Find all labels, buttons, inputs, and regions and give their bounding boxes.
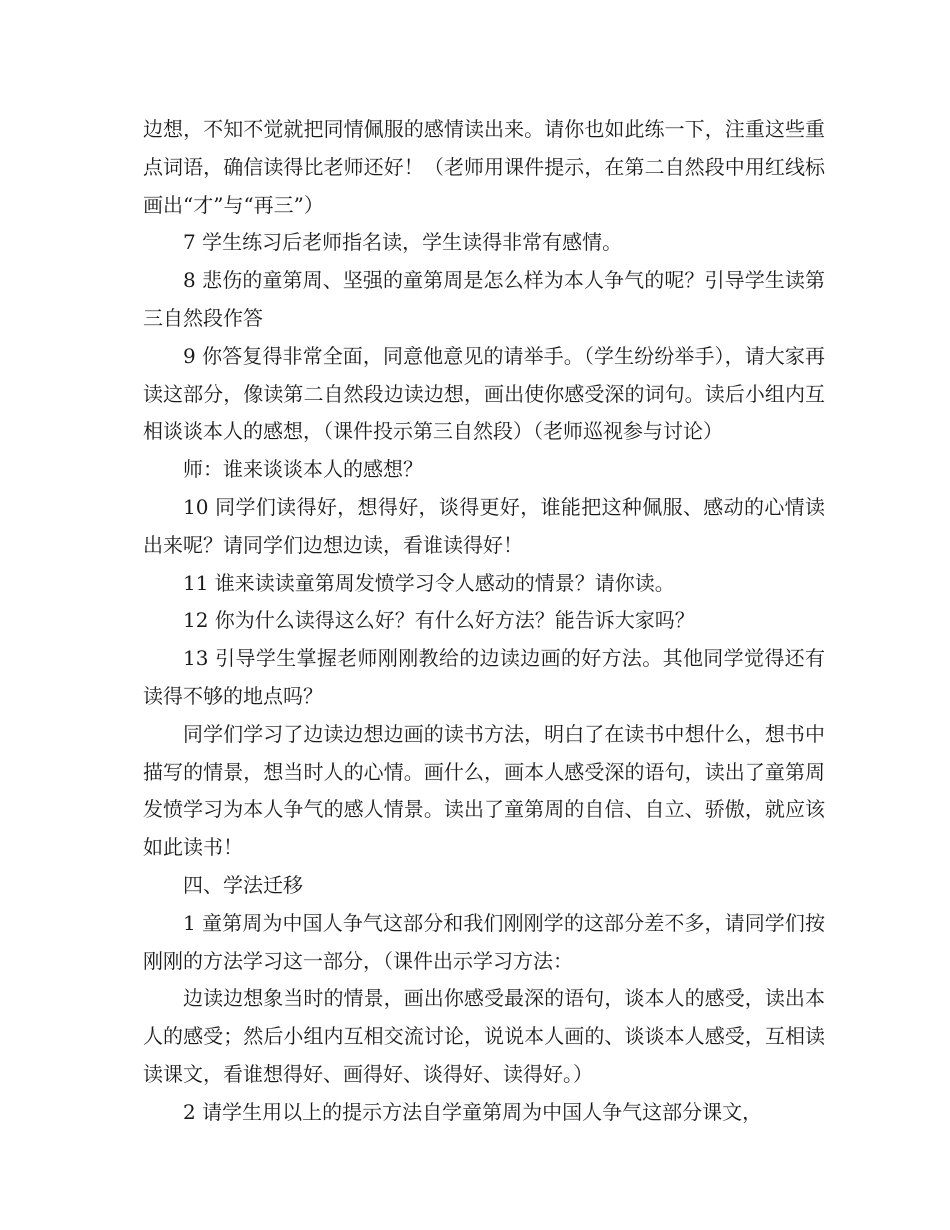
paragraph-14: 2 请学生用以上的提示方法自学童第周为中国人争气这部分课文， [183,1099,763,1124]
paragraph-8: 12 你为什么读得这么好？有什么好方法？能告诉大家吗？ [183,608,695,633]
paragraph-9: 13 引导学生掌握老师刚刚教给的边读边画的好方法。其他同学觉得还有读得不够的地点吗？ [143,646,825,708]
paragraph-7: 11 谁来读读童第周发愤学习令人感动的情景？请你读。 [183,570,675,595]
paragraph-10: 同学们学习了边读边想边画的读书方法，明白了在读书中想什么，想书中描写的情景，想当时人的心情。画什么，画本人感受深的语句，读出了童第周发愤学习为本人争气的感人情景。读出了童第周的自信、自立、骄傲，就应该如此读书！ [143,721,825,860]
paragraph-12: 1 童第周为中国人争气这部分和我们刚刚学的这部分差不多，请同学们按刚刚的方法学习这一部分，（课件出示学习方法： [143,910,825,973]
paragraph-2: 7 学生练习后老师指名读，学生读得非常有感情。 [183,230,623,255]
paragraph-3: 8 悲伤的童第周、坚强的童第周是怎么样为本人争气的呢？引导学生读第三自然段作答 [143,268,825,330]
paragraph-5: 师：谁来谈谈本人的感想？ [183,457,423,482]
document-body [143,111,825,1132]
paragraph-4: 9 你答复得非常全面，同意他意见的请举手。（学生纷纷举手），请大家再读这部分，像读第二自然段边读边想，画出使你感受深的词句。读后小组内互相谈谈本人的感想，（课件投示第三自然段）（老师巡视参与讨论） [143,343,825,444]
paragraph-6: 10 同学们读得好，想得好，谈得更好，谁能把这种佩服、感动的心情读出来呢？请同学们边想边读，看谁读得好！ [143,494,825,557]
paragraph-1: 边想，不知不觉就把同情佩服的感情读出来。请你也如此练一下，注重这些重点词语，确信读得比老师还好！（老师用课件提示，在第二自然段中用红线标画出“才”与“再三”） [143,117,825,217]
paragraph-13: 边读边想象当时的情景，画出你感受最深的语句，谈本人的感受，读出本人的感受；然后小组内互相交流讨论，说说本人画的、谈谈本人感受，互相读读课文，看谁想得好、画得好、谈得好、读得好。） [143,986,825,1086]
section-heading: 四、学法迁移 [183,872,303,897]
